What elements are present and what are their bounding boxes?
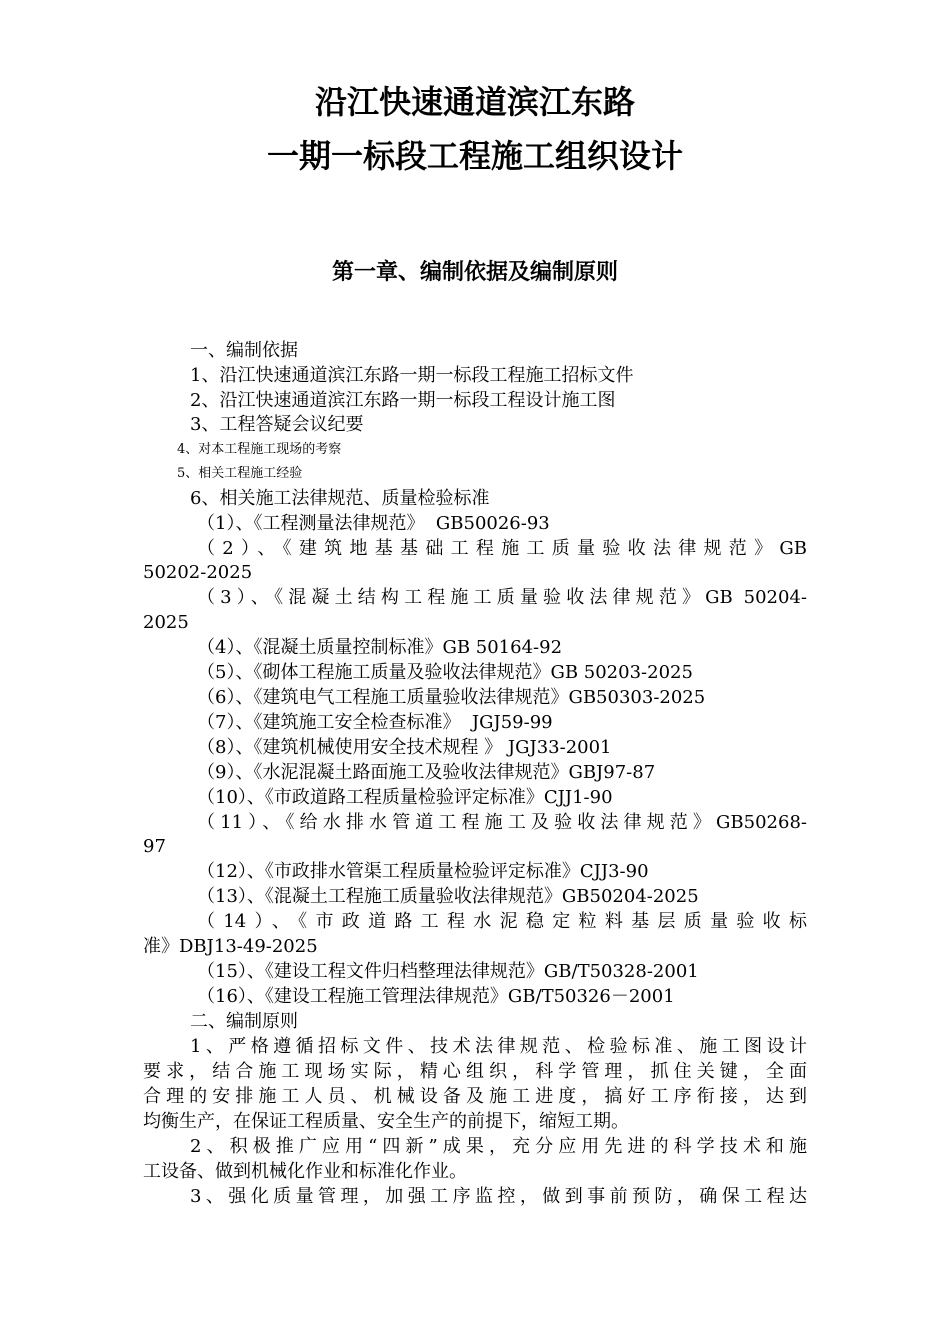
principle-paragraph-line: 均衡生产，在保证工程质量、安全生产的前提下，缩短工期。 bbox=[143, 1111, 629, 1132]
standard-item: （14）、《市政道路工程水泥稳定粒料基层质量验收标 bbox=[197, 911, 807, 932]
principle-paragraph-line: 3、强化质量管理，加强工序监控，做到事前预防，确保工程达 bbox=[190, 1186, 807, 1207]
principle-paragraph-line: 工设备、做到机械化作业和标准化作业。 bbox=[143, 1161, 467, 1182]
basis-item-small: 5、相关工程施工经验 bbox=[177, 466, 303, 481]
standard-item: （9）、《水泥混凝土路面施工及验收法律规范》GBJ97-87 bbox=[197, 762, 656, 783]
basis-item: 1、沿江快速通道滨江东路一期一标段工程施工招标文件 bbox=[190, 365, 634, 386]
standard-item-continuation: 97 bbox=[143, 836, 166, 857]
standard-item: （11）、《给水排水管道工程施工及验收法律规范》GB50268- bbox=[197, 812, 807, 833]
section-heading-principles: 二、编制原则 bbox=[190, 1011, 298, 1032]
basis-item: 6、相关施工法律规范、质量检验标准 bbox=[190, 488, 490, 509]
basis-item-small: 4、对本工程施工现场的考察 bbox=[177, 442, 342, 457]
principle-paragraph-line: 要求，结合施工现场实际，精心组织，科学管理，抓住关键，全面 bbox=[143, 1061, 807, 1082]
standard-item: （2）、《建筑地基基础工程施工质量验收法律规范》GB bbox=[197, 538, 807, 559]
standard-item: （5）、《砌体工程施工质量及验收法律规范》GB 50203-2025 bbox=[197, 662, 693, 683]
standard-item-continuation: 50202-2025 bbox=[143, 562, 253, 583]
standard-item-continuation: 准》DBJ13-49-2025 bbox=[143, 936, 318, 957]
standard-item: （4）、《混凝土质量控制标准》GB 50164-92 bbox=[197, 637, 563, 658]
standard-item: （10）、《市政道路工程质量检验评定标准》CJJ1-90 bbox=[197, 787, 613, 808]
document-title-line-1: 沿江快速通道滨江东路 bbox=[314, 83, 635, 121]
standard-item-continuation: 2025 bbox=[143, 612, 189, 633]
document-title-line-2: 一期一标段工程施工组织设计 bbox=[266, 137, 683, 175]
section-heading-basis: 一、编制依据 bbox=[190, 340, 298, 361]
standard-item: （3）、《混凝土结构工程施工质量验收法律规范》GB 50204- bbox=[197, 587, 807, 608]
chapter-title: 第一章、编制依据及编制原则 bbox=[331, 260, 618, 285]
standard-item: （15）、《建设工程文件归档整理法律规范》GB/T50328-2001 bbox=[197, 961, 699, 982]
basis-item: 2、沿江快速通道滨江东路一期一标段工程设计施工图 bbox=[190, 390, 616, 411]
principle-paragraph-line: 1、严格遵循招标文件、技术法律规范、检验标准、施工图设计 bbox=[190, 1036, 807, 1057]
standard-item: （6）、《建筑电气工程施工质量验收法律规范》GB50303-2025 bbox=[197, 687, 706, 708]
principle-paragraph-line: 合理的安排施工人员、机械设备及施工进度，搞好工序衔接，达到 bbox=[143, 1086, 807, 1107]
basis-item: 3、工程答疑会议纪要 bbox=[190, 414, 364, 435]
standard-item: （7）、《建筑施工安全检查标准》 JGJ59-99 bbox=[197, 712, 553, 733]
standard-item: （16）、《建设工程施工管理法律规范》GB/T50326－2001 bbox=[197, 986, 675, 1007]
standard-item: （12）、《市政排水管渠工程质量检验评定标准》CJJ3-90 bbox=[197, 861, 649, 882]
standard-item: （8）、《建筑机械使用安全技术规程 》 JGJ33-2001 bbox=[197, 737, 612, 758]
standard-item: （1）、《工程测量法律规范》 GB50026-93 bbox=[197, 513, 550, 534]
standard-item: （13）、《混凝土工程施工质量验收法律规范》GB50204-2025 bbox=[197, 886, 699, 907]
principle-paragraph-line: 2、积极推广应用“四新”成果，充分应用先进的科学技术和施 bbox=[190, 1136, 807, 1157]
